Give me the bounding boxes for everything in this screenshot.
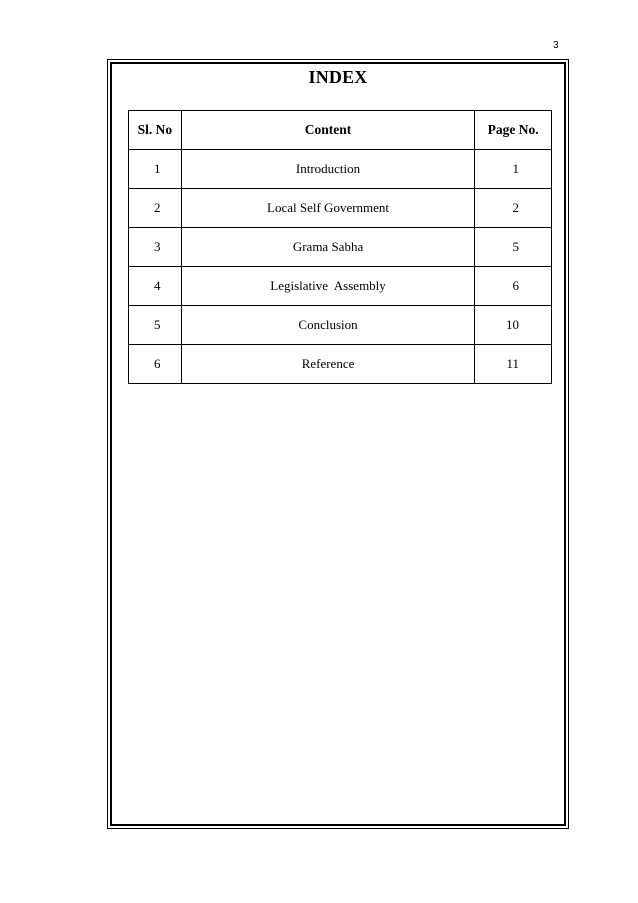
row-sl-no: 1	[129, 150, 182, 189]
row-sl-no: 4	[129, 267, 182, 306]
row-content: Reference	[181, 345, 474, 384]
row-content: Local Self Government	[181, 189, 474, 228]
row-content: Grama Sabha	[181, 228, 474, 267]
table-row	[129, 267, 552, 306]
row-content: Introduction	[181, 150, 474, 189]
table-header-row	[129, 111, 552, 150]
row-page-no: 10	[475, 306, 552, 345]
row-sl-no: 6	[129, 345, 182, 384]
header-page-no: Page No.	[475, 111, 552, 150]
row-page-no: 2	[475, 189, 552, 228]
row-sl-no: 5	[129, 306, 182, 345]
table-row	[129, 345, 552, 384]
row-sl-no: 3	[129, 228, 182, 267]
header-sl-no: Sl. No	[129, 111, 182, 150]
row-page-no: 5	[475, 228, 552, 267]
index-table	[128, 110, 552, 384]
row-content: Conclusion	[181, 306, 474, 345]
header-content: Content	[181, 111, 474, 150]
table-row	[129, 189, 552, 228]
row-page-no: 1	[475, 150, 552, 189]
page-number: 3	[553, 40, 559, 51]
table-row	[129, 306, 552, 345]
table-row	[129, 150, 552, 189]
row-content: Legislative Assembly	[181, 267, 474, 306]
row-page-no: 6	[475, 267, 552, 306]
table-row	[129, 228, 552, 267]
index-title: INDEX	[308, 67, 368, 87]
row-page-no: 11	[475, 345, 552, 384]
row-sl-no: 2	[129, 189, 182, 228]
